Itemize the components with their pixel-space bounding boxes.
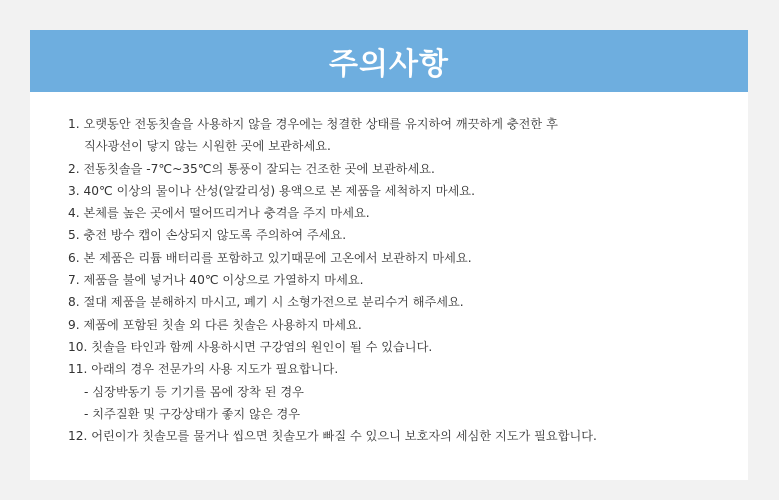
list-item: 7. 제품을 불에 넣거나 40℃ 이상으로 가열하지 마세요. <box>68 273 364 288</box>
list-item: 10. 칫솔을 타인과 함께 사용하시면 구강염의 원인이 될 수 있습니다. <box>68 339 433 354</box>
list-item: 1. 오랫동안 전동칫솔을 사용하지 않을 경우에는 청결한 상태를 유지하여 깨끗하게 충전한 후 <box>68 117 558 131</box>
caution-list <box>68 113 728 447</box>
notice-card <box>30 30 748 480</box>
list-item-continuation: 직사광선이 닿지 않는 시원한 곳에 보관하세요. <box>84 139 331 154</box>
list-item: 11. 아래의 경우 전문가의 사용 지도가 필요합니다. <box>68 362 339 377</box>
sub-list-item: - 심장박동기 등 기기를 몸에 장착 된 경우 <box>84 384 304 399</box>
page-title: 주의사항 <box>329 47 449 82</box>
list-item: 8. 절대 제품을 분해하지 마시고, 폐기 시 소형가전으로 분리수거 해주세요. <box>68 295 464 310</box>
list-item: 2. 전동칫솔을 -7℃~35℃의 통풍이 잘되는 건조한 곳에 보관하세요. <box>68 161 435 176</box>
list-item: 9. 제품에 포함된 칫솔 외 다른 칫솔은 사용하지 마세요. <box>68 317 362 332</box>
list-item: 4. 본체를 높은 곳에서 떨어뜨리거나 충격을 주지 마세요. <box>68 206 370 221</box>
sub-list-item: - 치주질환 및 구강상태가 좋지 않은 경우 <box>84 406 301 421</box>
list-item: 3. 40℃ 이상의 물이나 산성(알칼리성) 용액으로 본 제품을 세척하지 마세요. <box>68 183 475 198</box>
title-banner <box>30 30 748 92</box>
list-item: 6. 본 제품은 리튬 배터리를 포함하고 있기때문에 고온에서 보관하지 마세요. <box>68 250 472 265</box>
list-item: 5. 충전 방수 캡이 손상되지 않도록 주의하여 주세요. <box>68 228 347 243</box>
list-item: 12. 어린이가 칫솔모를 물거나 씹으면 칫솔모가 빠질 수 있으니 보호자의 세심한 지도가 필요합니다. <box>68 429 597 444</box>
